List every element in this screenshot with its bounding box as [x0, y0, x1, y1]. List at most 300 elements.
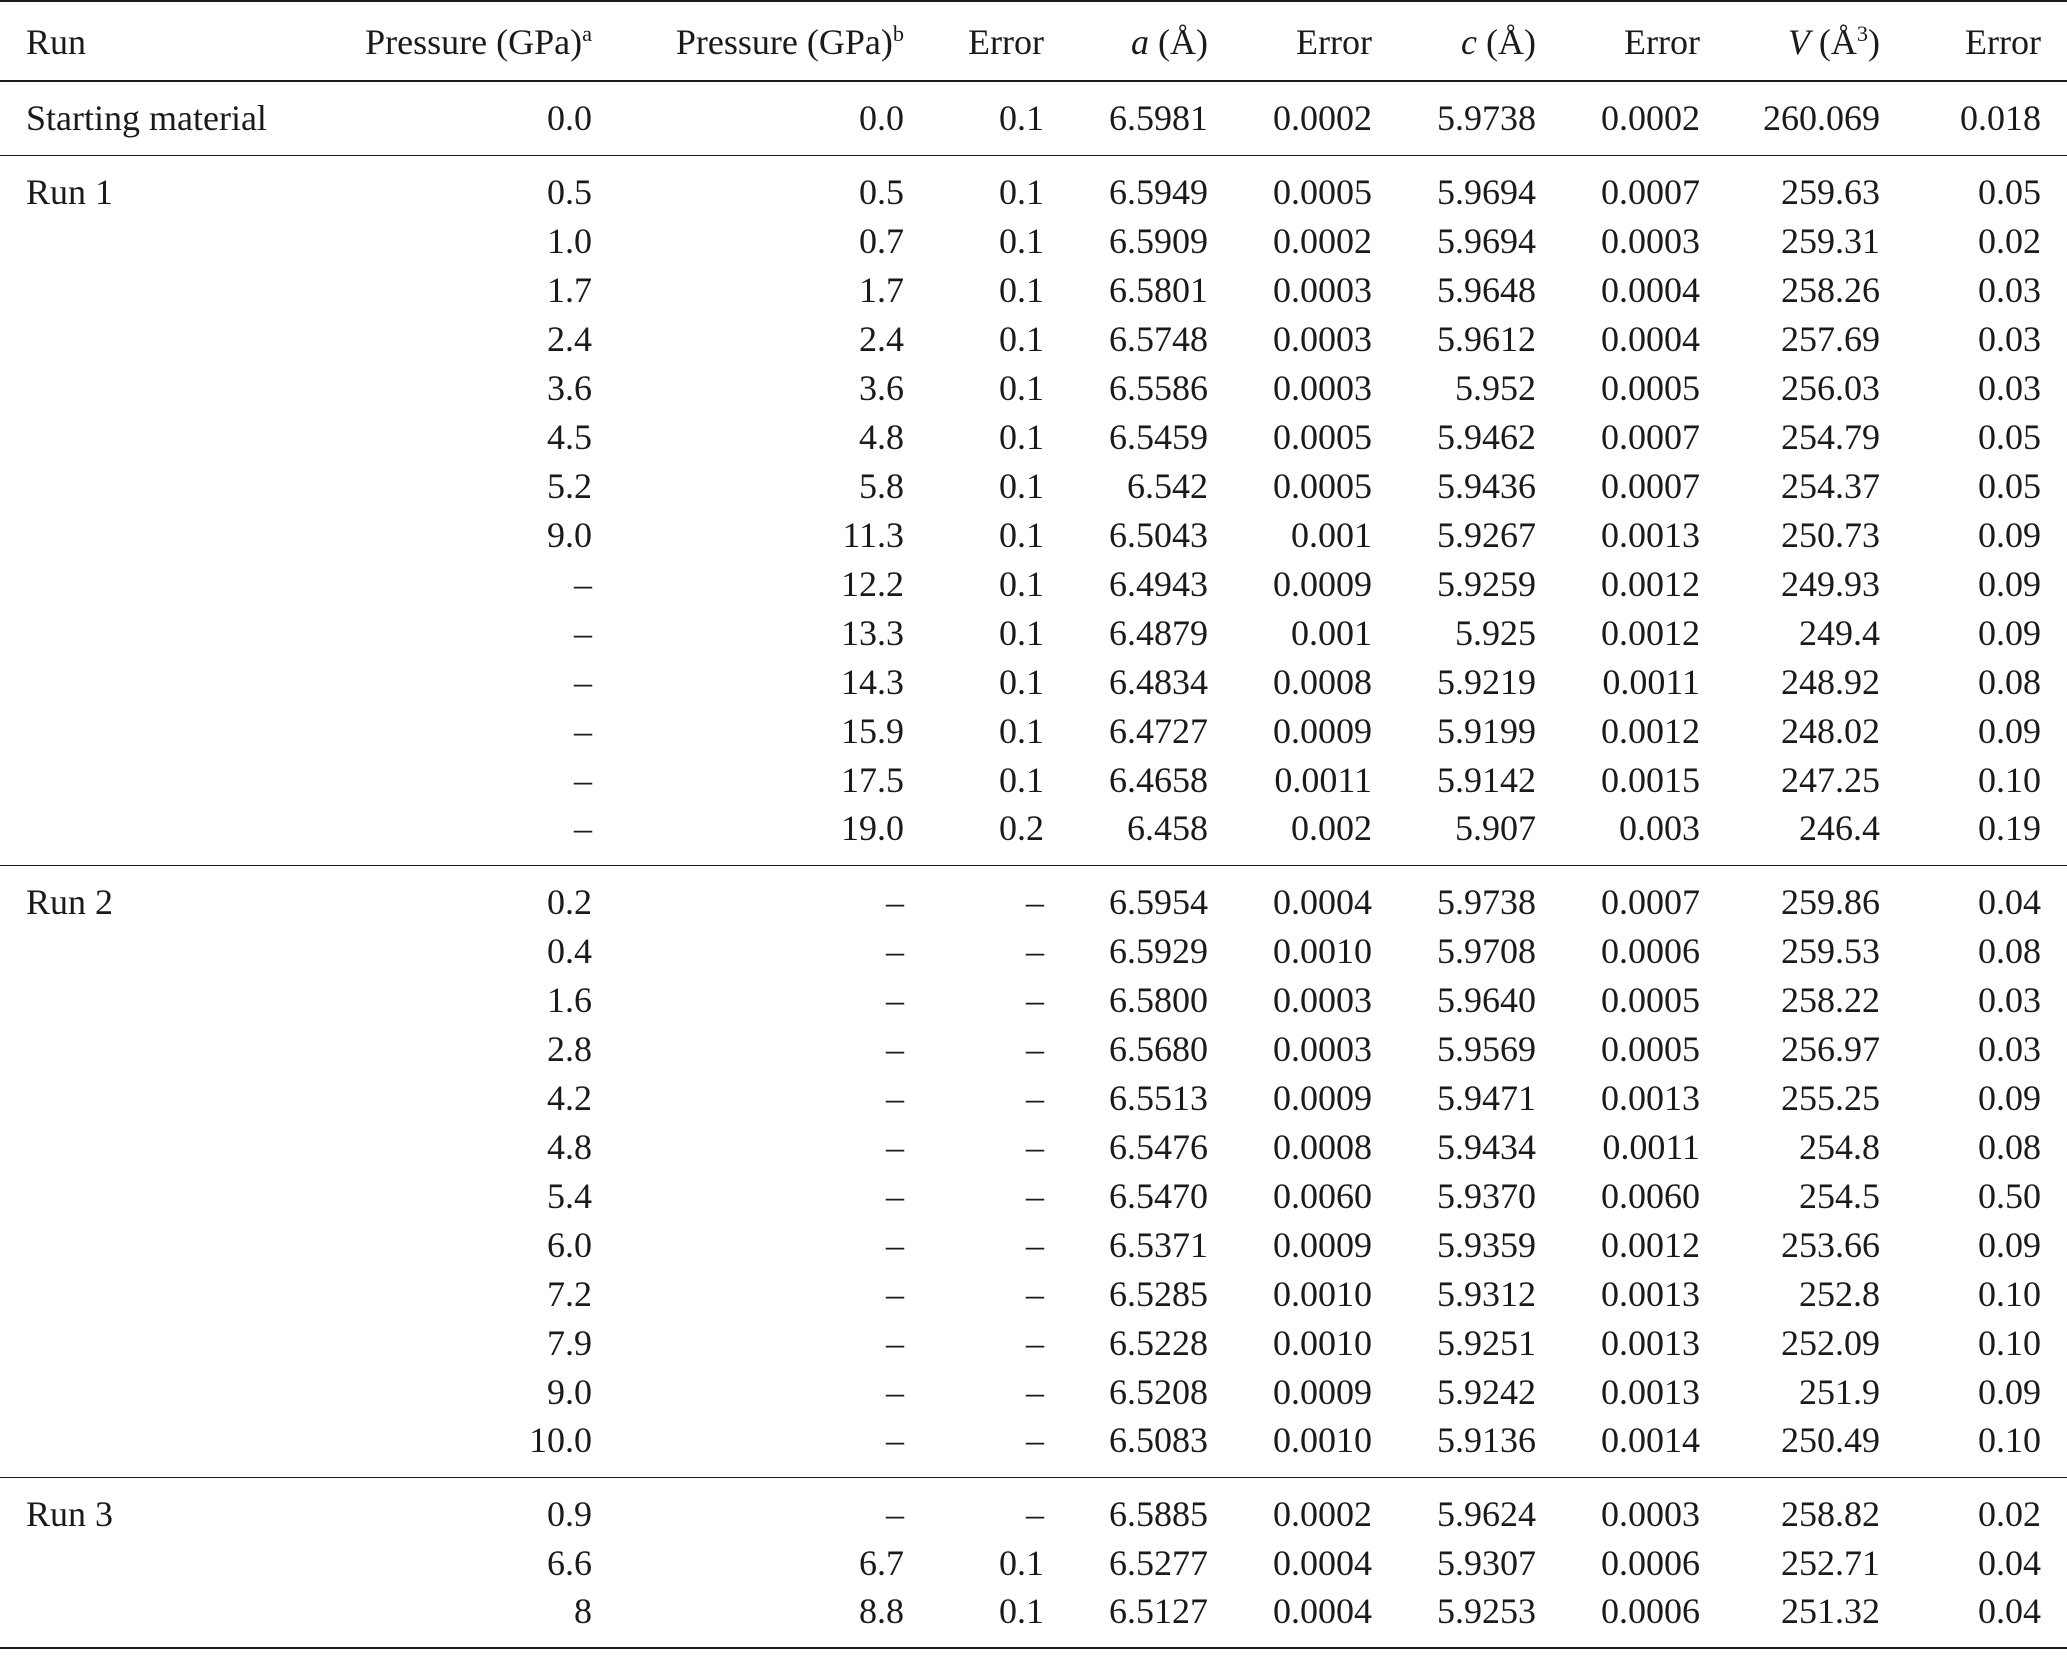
- cell-a-error: 0.0002: [1234, 1477, 1398, 1538]
- run-label: [0, 1073, 318, 1122]
- run-label: [0, 1367, 318, 1416]
- cell-c: 5.9267: [1437, 514, 1536, 555]
- table-body: [0, 81, 2067, 1648]
- table-row: [0, 804, 2067, 865]
- cell-pressure-b: 2.4: [859, 318, 904, 359]
- cell-volume: 254.5: [1799, 1175, 1880, 1216]
- cell-a: 6.5929: [1109, 930, 1208, 971]
- table-row: [0, 1416, 2067, 1477]
- cell-volume-error: 0.50: [1978, 1175, 2041, 1216]
- header-c: [1398, 1, 1562, 81]
- cell-pressure-b: 0.7: [859, 220, 904, 261]
- run-label: [0, 1416, 318, 1477]
- header-v-unit-open: (Å: [1809, 22, 1857, 62]
- cell-pressure-b: 3.6: [859, 367, 904, 408]
- run-label: [0, 412, 318, 461]
- cell-pressure-b: –: [886, 1273, 904, 1314]
- cell-pressure-a: 0.0: [547, 98, 592, 139]
- cell-a-error: 0.0060: [1273, 1175, 1372, 1216]
- cell-a: 6.5513: [1109, 1077, 1208, 1118]
- header-a: [1070, 1, 1234, 81]
- cell-pressure-error: 0.1: [930, 1587, 1070, 1648]
- cell-volume-error: 0.04: [1906, 1587, 2067, 1648]
- cell-pressure-b: 4.8: [859, 416, 904, 457]
- cell-a: 6.5801: [1109, 269, 1208, 310]
- cell-c: 5.9462: [1437, 416, 1536, 457]
- cell-volume-error: 0.09: [1978, 710, 2041, 751]
- cell-a-error: 0.0003: [1273, 269, 1372, 310]
- table-row: [0, 975, 2067, 1024]
- cell-volume: 259.86: [1726, 865, 1906, 926]
- run-label: [0, 1538, 318, 1587]
- cell-pressure-a: 1.0: [547, 220, 592, 261]
- cell-a-error: 0.0010: [1273, 1322, 1372, 1363]
- cell-pressure-b: –: [618, 1477, 930, 1538]
- cell-a: 6.5476: [1109, 1126, 1208, 1167]
- cell-c: 5.9640: [1437, 979, 1536, 1020]
- cell-c: 5.9312: [1437, 1273, 1536, 1314]
- cell-pressure-error: –: [1026, 930, 1044, 971]
- cell-pressure-b: 17.5: [841, 759, 904, 800]
- table-row: [0, 657, 2067, 706]
- cell-c-error: 0.0005: [1601, 367, 1700, 408]
- cell-c-error: 0.0012: [1601, 563, 1700, 604]
- cell-pressure-error: 0.1: [930, 155, 1070, 216]
- cell-pressure-b: –: [886, 1224, 904, 1265]
- cell-volume: 258.22: [1781, 979, 1880, 1020]
- header-a-var: a: [1131, 22, 1150, 62]
- cell-pressure-b: –: [886, 1126, 904, 1167]
- cell-pressure-error: –: [1026, 1126, 1044, 1167]
- cell-volume: 254.79: [1781, 416, 1880, 457]
- header-error-v-text: Error: [1965, 22, 2041, 62]
- header-pressure-a-footnote: a: [582, 21, 592, 46]
- run-label: [0, 1171, 318, 1220]
- cell-c-error: 0.0060: [1601, 1175, 1700, 1216]
- table-row: [0, 926, 2067, 975]
- cell-volume: 255.25: [1781, 1077, 1880, 1118]
- cell-a-error: 0.0003: [1273, 1028, 1372, 1069]
- cell-pressure-error: –: [1026, 1077, 1044, 1118]
- cell-volume: 249.4: [1799, 612, 1880, 653]
- table-row: [0, 608, 2067, 657]
- cell-pressure-a: –: [574, 808, 592, 849]
- cell-volume: 258.26: [1781, 269, 1880, 310]
- cell-pressure-error: 0.1: [999, 563, 1044, 604]
- cell-c: 5.9738: [1398, 865, 1562, 926]
- cell-volume-error: 0.09: [1978, 612, 2041, 653]
- cell-a-error: 0.0003: [1273, 367, 1372, 408]
- run-label: [0, 1122, 318, 1171]
- cell-a-error: 0.0009: [1273, 710, 1372, 751]
- cell-pressure-b: 0.5: [618, 155, 930, 216]
- header-error-a-text: Error: [1296, 22, 1372, 62]
- cell-pressure-error: 0.1: [999, 318, 1044, 359]
- cell-c-error: 0.0006: [1562, 1587, 1726, 1648]
- cell-c-error: 0.0011: [1602, 1126, 1700, 1167]
- cell-a-error: 0.0003: [1273, 979, 1372, 1020]
- cell-a: 6.5909: [1109, 220, 1208, 261]
- cell-pressure-error: –: [1026, 1175, 1044, 1216]
- cell-c: 5.9694: [1437, 220, 1536, 261]
- cell-c-error: 0.0007: [1601, 465, 1700, 506]
- table-row: [0, 1538, 2067, 1587]
- cell-pressure-a: –: [574, 612, 592, 653]
- cell-pressure-error: 0.1: [999, 612, 1044, 653]
- cell-c: 5.9259: [1437, 563, 1536, 604]
- cell-pressure-a: –: [574, 661, 592, 702]
- cell-pressure-b: 14.3: [841, 661, 904, 702]
- cell-volume-error: 0.05: [1906, 155, 2067, 216]
- cell-volume-error: 0.02: [1978, 220, 2041, 261]
- cell-pressure-a: 0.5: [318, 155, 618, 216]
- cell-a: 6.5981: [1109, 98, 1208, 139]
- cell-pressure-error: 0.2: [999, 808, 1044, 849]
- header-error-v: [1906, 1, 2067, 81]
- cell-volume-error: 0.08: [1978, 661, 2041, 702]
- cell-c: 5.9569: [1437, 1028, 1536, 1069]
- table-row: [0, 755, 2067, 804]
- run-label: [0, 510, 318, 559]
- cell-pressure-a: 0.2: [318, 865, 618, 926]
- cell-c-error: 0.0005: [1601, 979, 1700, 1020]
- cell-volume-error: 0.09: [1978, 1224, 2041, 1265]
- header-v-var: V: [1787, 22, 1810, 62]
- cell-a-error: 0.0010: [1273, 1273, 1372, 1314]
- cell-c: 5.9694: [1398, 155, 1562, 216]
- cell-c-error: 0.0013: [1601, 514, 1700, 555]
- cell-pressure-error: 0.1: [999, 220, 1044, 261]
- cell-volume-error: 0.03: [1978, 318, 2041, 359]
- cell-volume: 248.02: [1781, 710, 1880, 751]
- table-row: [0, 1318, 2067, 1367]
- cell-c: 5.952: [1455, 367, 1536, 408]
- cell-volume-error: 0.09: [1978, 1077, 2041, 1118]
- table-row: [0, 1073, 2067, 1122]
- cell-c-error: 0.0004: [1601, 269, 1700, 310]
- cell-pressure-error: –: [1026, 979, 1044, 1020]
- cell-pressure-a: –: [574, 563, 592, 604]
- run-label: [0, 926, 318, 975]
- cell-pressure-error: 0.1: [999, 710, 1044, 751]
- cell-a: 6.4727: [1109, 710, 1208, 751]
- table-row: [0, 1171, 2067, 1220]
- cell-c-error: 0.0014: [1601, 1420, 1700, 1461]
- cell-c: 5.9359: [1437, 1224, 1536, 1265]
- table-row: [0, 510, 2067, 559]
- cell-volume: 259.31: [1781, 220, 1880, 261]
- cell-c-error: 0.0006: [1601, 1542, 1700, 1583]
- cell-c: 5.9307: [1437, 1542, 1536, 1583]
- cell-volume: 247.25: [1781, 759, 1880, 800]
- cell-c: 5.9199: [1437, 710, 1536, 751]
- cell-a-error: 0.0004: [1234, 865, 1398, 926]
- cell-a-error: 0.0005: [1273, 465, 1372, 506]
- cell-a-error: 0.0009: [1273, 1077, 1372, 1118]
- cell-c-error: 0.0013: [1601, 1371, 1700, 1412]
- cell-c: 5.9738: [1437, 98, 1536, 139]
- header-error-c: [1562, 1, 1726, 81]
- cell-c-error: 0.0015: [1601, 759, 1700, 800]
- cell-pressure-b: 5.8: [859, 465, 904, 506]
- cell-volume-error: 0.10: [1978, 1273, 2041, 1314]
- cell-c: 5.9434: [1437, 1126, 1536, 1167]
- cell-a-error: 0.0008: [1273, 661, 1372, 702]
- cell-pressure-b: 8.8: [618, 1587, 930, 1648]
- cell-a: 6.5748: [1109, 318, 1208, 359]
- cell-a: 6.5470: [1109, 1175, 1208, 1216]
- cell-pressure-error: –: [1026, 1420, 1044, 1461]
- cell-volume-error: 0.03: [1978, 979, 2041, 1020]
- cell-a: 6.4943: [1109, 563, 1208, 604]
- run-label: [0, 608, 318, 657]
- cell-pressure-a: –: [574, 710, 592, 751]
- cell-pressure-error: 0.1: [999, 98, 1044, 139]
- run-label: [0, 1318, 318, 1367]
- cell-a-error: 0.0009: [1273, 1371, 1372, 1412]
- table-row: [0, 559, 2067, 608]
- cell-c: 5.9251: [1437, 1322, 1536, 1363]
- cell-c: 5.9612: [1437, 318, 1536, 359]
- header-c-var: c: [1461, 22, 1478, 62]
- cell-a-error: 0.0002: [1273, 220, 1372, 261]
- cell-volume: 260.069: [1763, 98, 1880, 139]
- cell-pressure-error: –: [1026, 1322, 1044, 1363]
- cell-volume: 250.49: [1781, 1420, 1880, 1461]
- cell-pressure-b: 15.9: [841, 710, 904, 751]
- table-row: [0, 1122, 2067, 1171]
- cell-volume-error: 0.08: [1978, 1126, 2041, 1167]
- cell-a: 6.5127: [1070, 1587, 1234, 1648]
- table-header: [0, 1, 2067, 81]
- run-label: [0, 363, 318, 412]
- cell-pressure-b: 1.7: [859, 269, 904, 310]
- cell-a: 6.542: [1127, 465, 1208, 506]
- cell-pressure-b: –: [886, 979, 904, 1020]
- cell-a: 6.5371: [1109, 1224, 1208, 1265]
- cell-c: 5.9624: [1398, 1477, 1562, 1538]
- cell-a: 6.5208: [1109, 1371, 1208, 1412]
- table-row: [0, 461, 2067, 510]
- run-label: [0, 804, 318, 865]
- table-row: [0, 1367, 2067, 1416]
- cell-c: 5.9242: [1437, 1371, 1536, 1412]
- cell-pressure-b: –: [886, 1175, 904, 1216]
- cell-volume: 254.8: [1799, 1126, 1880, 1167]
- cell-volume: 252.71: [1781, 1542, 1880, 1583]
- header-row: [0, 1, 2067, 81]
- header-pressure-b-text: Pressure (GPa): [675, 22, 893, 62]
- cell-a-error: 0.0010: [1273, 1420, 1372, 1461]
- cell-volume: 259.53: [1781, 930, 1880, 971]
- cell-pressure-a: 5.2: [547, 465, 592, 506]
- cell-volume-error: 0.05: [1978, 465, 2041, 506]
- cell-a: 6.5228: [1109, 1322, 1208, 1363]
- run-label: [0, 975, 318, 1024]
- cell-pressure-a: 5.4: [547, 1175, 592, 1216]
- cell-pressure-a: 9.0: [547, 1371, 592, 1412]
- cell-pressure-a: 2.4: [547, 318, 592, 359]
- run-label: [0, 461, 318, 510]
- cell-pressure-a: 8: [318, 1587, 618, 1648]
- cell-pressure-error: –: [1026, 1028, 1044, 1069]
- cell-pressure-a: –: [574, 759, 592, 800]
- run-label: [0, 657, 318, 706]
- cell-a: 6.5680: [1109, 1028, 1208, 1069]
- header-pressure-a-text: Pressure (GPa): [365, 22, 583, 62]
- cell-a-error: 0.0011: [1274, 759, 1372, 800]
- cell-volume: 259.63: [1726, 155, 1906, 216]
- cell-c-error: 0.003: [1619, 808, 1700, 849]
- cell-pressure-b: 0.0: [859, 98, 904, 139]
- cell-pressure-b: –: [886, 1077, 904, 1118]
- cell-volume: 252.09: [1781, 1322, 1880, 1363]
- cell-volume-error: 0.09: [1978, 1371, 2041, 1412]
- header-run: [0, 1, 318, 81]
- table-row: [0, 412, 2067, 461]
- header-pressure-a: [318, 1, 618, 81]
- cell-volume: 253.66: [1781, 1224, 1880, 1265]
- header-error-c-text: Error: [1624, 22, 1700, 62]
- run-label: Run 3: [0, 1477, 318, 1538]
- cell-volume: 249.93: [1781, 563, 1880, 604]
- run-label: [0, 265, 318, 314]
- cell-c: 5.9142: [1437, 759, 1536, 800]
- cell-c: 5.9648: [1437, 269, 1536, 310]
- cell-c-error: 0.0007: [1562, 155, 1726, 216]
- cell-c-error: 0.0012: [1601, 710, 1700, 751]
- cell-volume-error: 0.10: [1978, 759, 2041, 800]
- cell-pressure-b: 12.2: [841, 563, 904, 604]
- cell-a-error: 0.002: [1291, 808, 1372, 849]
- table-row: [0, 1269, 2067, 1318]
- cell-pressure-a: 4.8: [547, 1126, 592, 1167]
- cell-pressure-b: –: [618, 865, 930, 926]
- header-pressure-b: [618, 1, 930, 81]
- run-label: Starting material: [26, 98, 267, 139]
- cell-pressure-b: –: [886, 1420, 904, 1461]
- cell-pressure-error: 0.1: [999, 661, 1044, 702]
- cell-c-error: 0.0012: [1601, 1224, 1700, 1265]
- cell-c-error: 0.0007: [1601, 416, 1700, 457]
- cell-a: 6.5083: [1109, 1420, 1208, 1461]
- cell-pressure-b: –: [886, 1371, 904, 1412]
- cell-pressure-error: 0.1: [999, 465, 1044, 506]
- cell-pressure-a: 6.6: [547, 1542, 592, 1583]
- cell-a-error: 0.0004: [1273, 1542, 1372, 1583]
- cell-a-error: 0.001: [1291, 514, 1372, 555]
- cell-a-error: 0.0002: [1273, 98, 1372, 139]
- cell-a-error: 0.0003: [1273, 318, 1372, 359]
- cell-a: 6.4879: [1109, 612, 1208, 653]
- cell-pressure-a: 9.0: [547, 514, 592, 555]
- table-row: [0, 155, 2067, 216]
- cell-volume: 251.9: [1799, 1371, 1880, 1412]
- cell-volume: 258.82: [1726, 1477, 1906, 1538]
- cell-volume: 256.97: [1781, 1028, 1880, 1069]
- cell-c: 5.9436: [1437, 465, 1536, 506]
- cell-volume-error: 0.09: [1978, 514, 2041, 555]
- cell-a-error: 0.0010: [1273, 930, 1372, 971]
- cell-c: 5.9253: [1398, 1587, 1562, 1648]
- cell-pressure-b: 13.3: [841, 612, 904, 653]
- cell-volume-error: 0.09: [1978, 563, 2041, 604]
- cell-c: 5.925: [1455, 612, 1536, 653]
- table-row: [0, 1024, 2067, 1073]
- cell-pressure-a: 10.0: [529, 1420, 592, 1461]
- cell-a: 6.5285: [1109, 1273, 1208, 1314]
- cell-pressure-b: 6.7: [859, 1542, 904, 1583]
- table-row: [0, 363, 2067, 412]
- cell-c: 5.907: [1455, 808, 1536, 849]
- cell-pressure-a: 0.4: [547, 930, 592, 971]
- run-label: [0, 1024, 318, 1073]
- cell-volume: 254.37: [1781, 465, 1880, 506]
- cell-volume-error: 0.10: [1978, 1420, 2041, 1461]
- cell-a: 6.5459: [1109, 416, 1208, 457]
- header-v: [1726, 1, 1906, 81]
- cell-volume-error: 0.02: [1906, 1477, 2067, 1538]
- cell-volume: 246.4: [1799, 808, 1880, 849]
- run-label: [0, 216, 318, 265]
- cell-c-error: 0.0013: [1601, 1077, 1700, 1118]
- cell-pressure-error: –: [1026, 1371, 1044, 1412]
- run-label: [0, 755, 318, 804]
- header-pressure-b-footnote: b: [892, 21, 904, 46]
- table-row: [0, 81, 2067, 155]
- cell-a: 6.5800: [1109, 979, 1208, 1020]
- header-c-unit: (Å): [1477, 22, 1536, 62]
- cell-a: 6.5954: [1070, 865, 1234, 926]
- cell-volume: 248.92: [1781, 661, 1880, 702]
- cell-pressure-error: –: [1026, 1273, 1044, 1314]
- cell-volume-error: 0.19: [1978, 808, 2041, 849]
- cell-c-error: 0.0013: [1601, 1273, 1700, 1314]
- cell-pressure-error: –: [930, 865, 1070, 926]
- header-error-a: [1234, 1, 1398, 81]
- cell-pressure-error: 0.1: [999, 269, 1044, 310]
- cell-a-error: 0.0009: [1273, 563, 1372, 604]
- cell-pressure-error: –: [1026, 1224, 1044, 1265]
- table-row: [0, 706, 2067, 755]
- cell-c-error: 0.0007: [1562, 865, 1726, 926]
- cell-pressure-b: –: [886, 930, 904, 971]
- cell-volume-error: 0.08: [1978, 930, 2041, 971]
- header-a-unit: (Å): [1149, 22, 1208, 62]
- cell-pressure-a: 4.2: [547, 1077, 592, 1118]
- table-row: [0, 1587, 2067, 1648]
- cell-volume-error: 0.04: [1906, 865, 2067, 926]
- cell-volume: 251.32: [1726, 1587, 1906, 1648]
- cell-volume: 256.03: [1781, 367, 1880, 408]
- cell-c: 5.9708: [1437, 930, 1536, 971]
- cell-c-error: 0.0006: [1601, 930, 1700, 971]
- run-label: Run 1: [0, 155, 318, 216]
- run-label: [0, 1269, 318, 1318]
- cell-a-error: 0.0004: [1234, 1587, 1398, 1648]
- cell-pressure-error: 0.1: [999, 416, 1044, 457]
- cell-c: 5.9219: [1437, 661, 1536, 702]
- cell-c-error: 0.0004: [1601, 318, 1700, 359]
- cell-a: 6.5949: [1070, 155, 1234, 216]
- cell-a: 6.5885: [1070, 1477, 1234, 1538]
- cell-pressure-a: 0.9: [318, 1477, 618, 1538]
- cell-c-error: 0.0011: [1602, 661, 1700, 702]
- cell-pressure-a: 6.0: [547, 1224, 592, 1265]
- cell-c: 5.9136: [1437, 1420, 1536, 1461]
- cell-pressure-a: 7.9: [547, 1322, 592, 1363]
- run-label: [0, 1587, 318, 1648]
